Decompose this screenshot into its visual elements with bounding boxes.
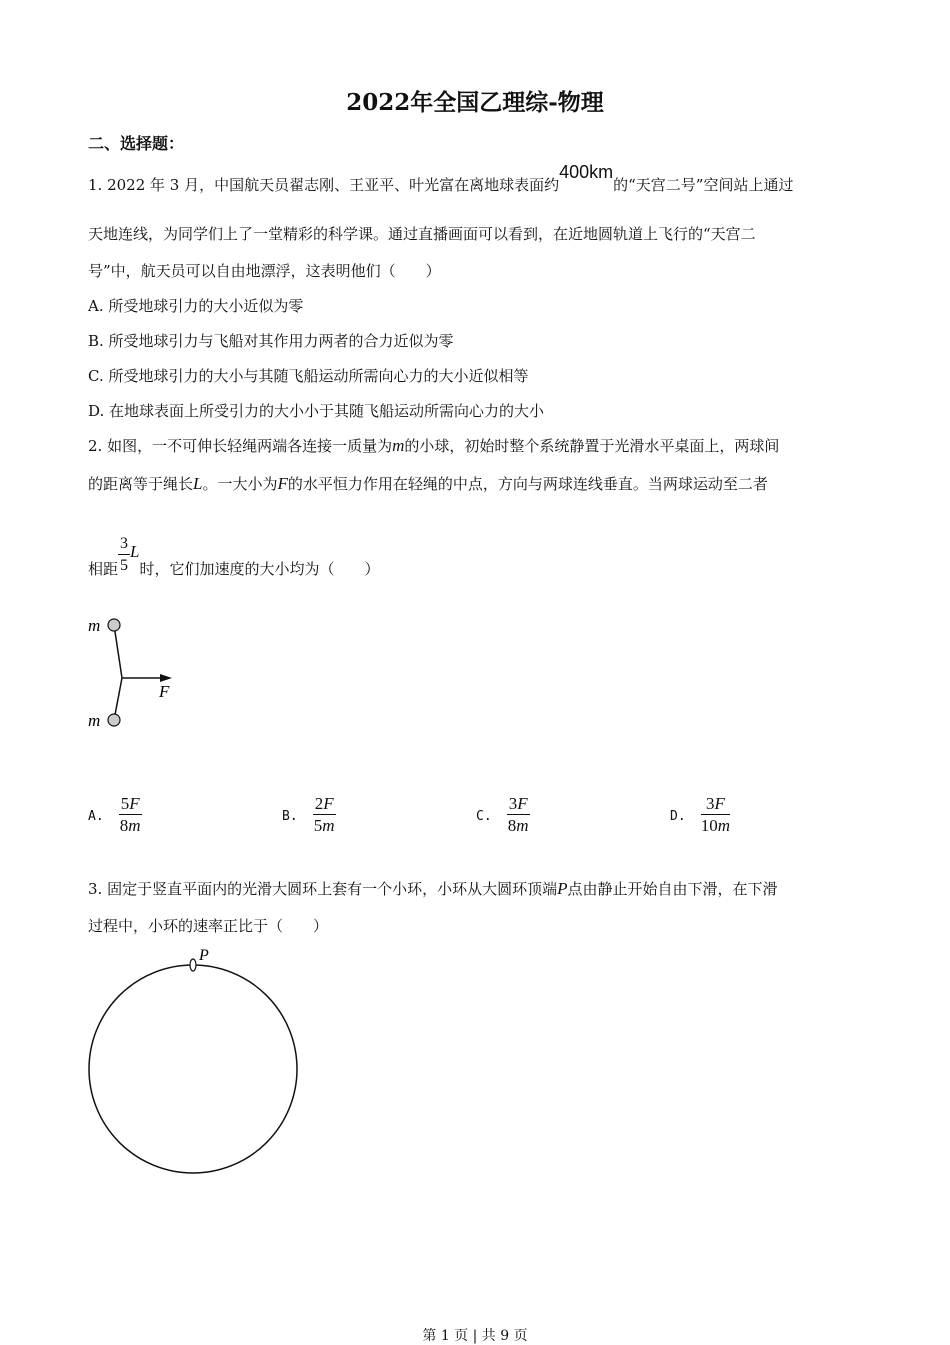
q2-option-c [476,794,530,837]
q2-option-b [282,794,336,837]
rope-upper [114,625,122,678]
q2-option-d-den: 10 [700,816,718,835]
ball-top [108,619,120,631]
q2-option-b-num: 2 [314,794,324,813]
q2-option-a [88,794,142,837]
q3-text-a: 3. 固定于竖直平面内的光滑大圆环上套有一个小环，小环从大圆环顶端 [88,880,558,898]
q2-text-c: 的距离等于绳长 [88,475,194,493]
q2-option-d-den-var: m [717,816,731,835]
q2-option-d-num: 3 [705,794,715,813]
q2-length-var: L [193,474,203,493]
q3-figure [80,940,310,1180]
q2-dist-num: 3 [118,534,130,555]
q2-text-d: 。一大小为 [202,475,278,493]
q2-option-b-fraction [313,794,336,837]
q2-option-a-den-var: m [128,816,141,835]
q3-point-var: P [557,879,568,898]
q2-mass-var: m [392,436,405,455]
q1-distance: 400km [559,162,614,182]
page-title: 2022年全国乙理综-物理 [346,89,604,116]
q1-text-a: 1. 2022 年 3 月，中国航天员翟志刚、王亚平、叶光富在离地球表面约 [88,176,560,194]
q2-option-d-num-var: F [714,794,725,813]
q2-option-a-den: 8 [119,816,129,835]
q1-text-b: 的“天宫二号”空间站上通过 [613,176,794,194]
page-footer: 第 1 页 | 共 9 页 [422,1328,528,1344]
q2-option-a-num: 5 [120,794,130,813]
q2-option-d-label: D. [670,809,686,824]
q1-option-a: A. 所受地球引力的大小近似为零 [88,297,304,315]
q1-option-b: B. 所受地球引力与飞船对其作用力两者的合力近似为零 [88,332,454,350]
q1-option-d: D. 在地球表面上所受引力的大小小于其随飞船运动所需向心力的大小 [88,402,545,420]
label-mass-top: m [88,616,101,635]
large-ring [89,965,297,1173]
label-mass-bottom: m [88,711,101,730]
q3-text-b: 点由静止开始自由下滑，在下滑 [567,880,778,898]
q2-option-b-label: B. [282,809,298,824]
q2-text-b: 的小球，初始时整个系统静置于光滑水平桌面上，两球间 [404,437,780,455]
section-heading: 二、选择题： [88,134,185,153]
label-point-p: P [199,947,209,964]
q2-option-c-den: 8 [507,816,517,835]
q2-option-b-num-var: F [323,794,334,813]
q2-text-e: 的水平恒力作用在轻绳的中点，方向与两球连线垂直。当两球运动至二者 [287,475,768,493]
q3-line-2: 过程中，小环的速率正比于（ ） [88,917,329,935]
q1-line-2: 天地连线，为同学们上了一堂精彩的科学课。通过直播画面可以看到，在近地圆轨道上飞行的“天宫二 [88,225,756,243]
q2-force-var: F [277,474,288,493]
q2-option-d [670,794,730,837]
small-ring [190,959,196,971]
q3-line-1 [88,879,778,899]
ball-bottom [108,714,120,726]
q1-line-1 [88,162,794,195]
q1-option-c: C. 所受地球引力的大小与其随飞船运动所需向心力的大小近似相等 [88,367,529,385]
q2-text-g: 时，它们加速度的大小均为（ ） [139,559,380,578]
q2-distance-fraction [118,534,130,577]
q2-option-c-fraction [507,794,530,837]
q2-option-d-fraction [701,794,730,837]
q2-option-b-den: 5 [313,816,323,835]
q2-text-f: 相距 [88,559,119,578]
force-arrow-head [160,674,172,682]
q2-option-c-den-var: m [516,816,529,835]
q2-option-c-num: 3 [508,794,518,813]
q2-option-b-den-var: m [322,816,335,835]
q2-dist-den: 5 [120,557,129,574]
q1-line-3: 号”中，航天员可以自由地漂浮，这表明他们（ ） [88,262,441,280]
q2-option-c-label: C. [476,809,492,824]
q2-dist-var: L [130,541,140,561]
q2-line-2 [88,474,768,494]
q2-line-3 [88,534,380,577]
label-force: F [159,682,170,701]
q2-figure [80,608,200,738]
q2-line-1 [88,436,779,456]
q2-option-a-fraction [119,794,142,837]
q2-option-a-label: A. [88,809,104,824]
q2-option-a-num-var: F [129,794,140,813]
q2-option-c-num-var: F [517,794,528,813]
q2-text-a: 2. 如图，一不可伸长轻绳两端各连接一质量为 [88,437,393,455]
